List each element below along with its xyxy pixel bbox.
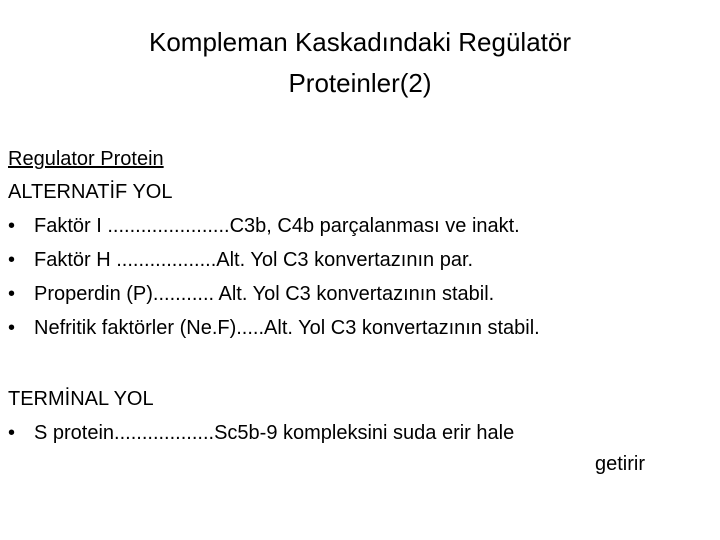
bullet: • [8, 422, 16, 444]
list-item-continuation: getirir [594, 453, 645, 475]
list-item [8, 277, 708, 311]
bullet: • [8, 215, 16, 237]
list-item-text: Nefritik faktörler (Ne.F).....Alt. Yol C3 konvertazının stabil. [34, 317, 540, 339]
slide-title-line-2: Proteinler(2) [288, 68, 432, 98]
list-item [8, 243, 708, 277]
list-item [8, 209, 708, 243]
list-item [8, 416, 708, 450]
bullet: • [8, 283, 16, 305]
slide-title-line-1: Kompleman Kaskadındaki Regülatör [148, 27, 572, 57]
section-heading: Regulator Protein [8, 148, 164, 170]
bullet: • [8, 249, 16, 271]
list-item-text: Faktör H ..................Alt. Yol C3 konvertazının par. [34, 249, 474, 271]
bullet: • [8, 317, 16, 339]
list-item-text: Faktör I ......................C3b, C4b parçalanması ve inakt. [34, 215, 520, 237]
slide-title [0, 22, 720, 104]
list-item-text: Properdin (P)........... Alt. Yol C3 konvertazının stabil. [34, 283, 495, 305]
list-item-text: S protein..................Sc5b-9 kompleksini suda erir hale [34, 422, 515, 444]
list-item [8, 311, 708, 345]
alternatif-heading: ALTERNATİF YOL [8, 181, 173, 203]
terminal-heading: TERMİNAL YOL [8, 388, 154, 410]
